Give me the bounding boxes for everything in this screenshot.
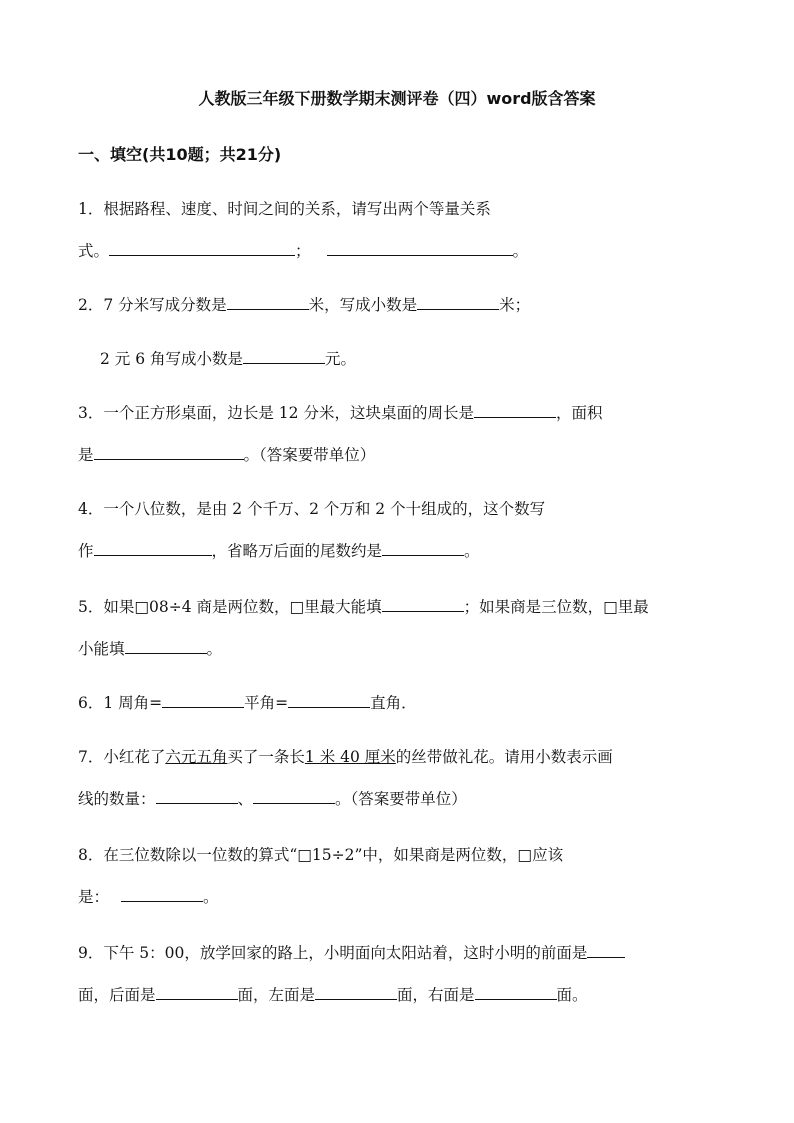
q9-blank-3[interactable] (315, 984, 397, 1000)
q2-blank-3[interactable] (243, 348, 325, 364)
q8-line1 (78, 844, 563, 866)
q1-sep: ； (295, 242, 311, 260)
q1-line1 (78, 198, 491, 220)
page-title: 人教版三年级下册数学期末测评卷（四）word版含答案 (198, 89, 596, 108)
q3-text-4: 。（答案要带单位） (243, 446, 376, 464)
q7-line1 (78, 746, 613, 768)
q8-text-2: 是： (78, 888, 110, 906)
q9-text-2: 面，后面是 (78, 986, 156, 1004)
q6-text-2: 平角= (244, 694, 289, 712)
q5-text-4: 。 (206, 640, 223, 658)
q4-text-3: ，省略万后面的尾数约是 (211, 542, 383, 560)
q2-text-1: 2．7 分米写成分数是 (78, 296, 227, 314)
q5-blank-1[interactable] (382, 596, 464, 612)
q2-line2 (100, 348, 356, 370)
q1-text: 1．根据路程、速度、时间之间的关系，请写出两个等量关系 (78, 200, 491, 218)
q7-text-4: 线的数量： (78, 790, 156, 808)
q8-text-1: 8．在三位数除以一位数的算式“□15÷2”中，如果商是两位数，□应该 (78, 846, 564, 864)
section-heading: 一、填空(共10题；共21分) (78, 145, 282, 164)
q6-text-1: 6．1 周角= (78, 694, 163, 712)
q5-blank-2[interactable] (125, 638, 207, 654)
q3-text-2: ，面积 (555, 404, 603, 422)
q9-line1 (78, 942, 625, 964)
q4-text-1: 4．一个八位数，是由 2 个千万、2 个万和 2 个十组成的，这个数写 (78, 500, 546, 518)
q7-underlined-price: 六元五角 (165, 748, 228, 766)
q9-line2 (78, 984, 588, 1006)
q7-text-5: 、 (237, 790, 254, 808)
q3-blank-1[interactable] (474, 402, 556, 418)
q9-text-3: 面，左面是 (237, 986, 316, 1004)
q7-text-1: 7．小红花了 (78, 748, 166, 766)
q1-prefix: 式。 (78, 242, 110, 260)
q9-text-1: 9．下午 5：00，放学回家的路上，小明面向太阳站着，这时小明的前面是 (78, 944, 588, 962)
q6-blank-1[interactable] (162, 692, 244, 708)
q4-line2 (78, 540, 480, 562)
q8-text-3: 。 (203, 888, 219, 906)
q3-blank-2[interactable] (94, 444, 244, 460)
q2-blank-2[interactable] (417, 294, 499, 310)
q2-text-2: 米，写成小数是 (308, 296, 418, 314)
q3-line1 (78, 402, 602, 424)
q7-blank-1[interactable] (156, 788, 238, 804)
q5-line1 (78, 596, 649, 618)
q4-blank-1[interactable] (94, 540, 212, 556)
q8-line2 (78, 886, 219, 908)
q6-text-3: 直角． (370, 694, 417, 712)
q4-text-2: 作 (78, 542, 94, 560)
q3-text-3: 是 (78, 446, 94, 464)
q9-blank-4[interactable] (475, 984, 557, 1000)
q8-blank-1[interactable] (121, 886, 203, 902)
q2-blank-1[interactable] (227, 294, 309, 310)
q2-text-5: 元。 (325, 350, 357, 368)
q1-blank-2[interactable] (327, 240, 513, 256)
q7-line2 (78, 788, 467, 810)
q9-text-5: 面。 (556, 986, 588, 1004)
q5-text-3: 小能填 (78, 640, 125, 658)
q5-text-1: 5．如果□08÷4 商是两位数，□里最大能填 (78, 598, 382, 616)
q1-end: 。 (512, 242, 529, 260)
q5-line2 (78, 638, 222, 660)
q2-line1 (78, 294, 530, 316)
q9-blank-2[interactable] (156, 984, 238, 1000)
q7-text-6: 。（答案要带单位） (335, 790, 467, 808)
q7-text-3: 的丝带做礼花。请用小数表示画 (395, 748, 613, 766)
q1-line2 (78, 240, 528, 262)
q9-blank-1[interactable] (587, 942, 625, 958)
q9-text-4: 面，右面是 (397, 986, 475, 1004)
q4-blank-2[interactable] (382, 540, 464, 556)
q7-underlined-length: 1 米 40 厘米 (304, 748, 396, 766)
q6-line (78, 692, 417, 714)
q4-text-4: 。 (464, 542, 480, 560)
q3-text-1: 3．一个正方形桌面，边长是 12 分米，这块桌面的周长是 (78, 404, 474, 422)
q4-line1 (78, 498, 545, 520)
q1-blank-1[interactable] (109, 240, 295, 256)
q7-blank-2[interactable] (253, 788, 335, 804)
q2-text-3: 米； (499, 296, 531, 314)
q6-blank-2[interactable] (288, 692, 370, 708)
q2-text-4: 2 元 6 角写成小数是 (100, 350, 244, 368)
q7-text-2: 买了一条长 (227, 748, 305, 766)
q3-line2 (78, 444, 375, 466)
q5-text-2: ；如果商是三位数，□里最 (463, 598, 649, 616)
